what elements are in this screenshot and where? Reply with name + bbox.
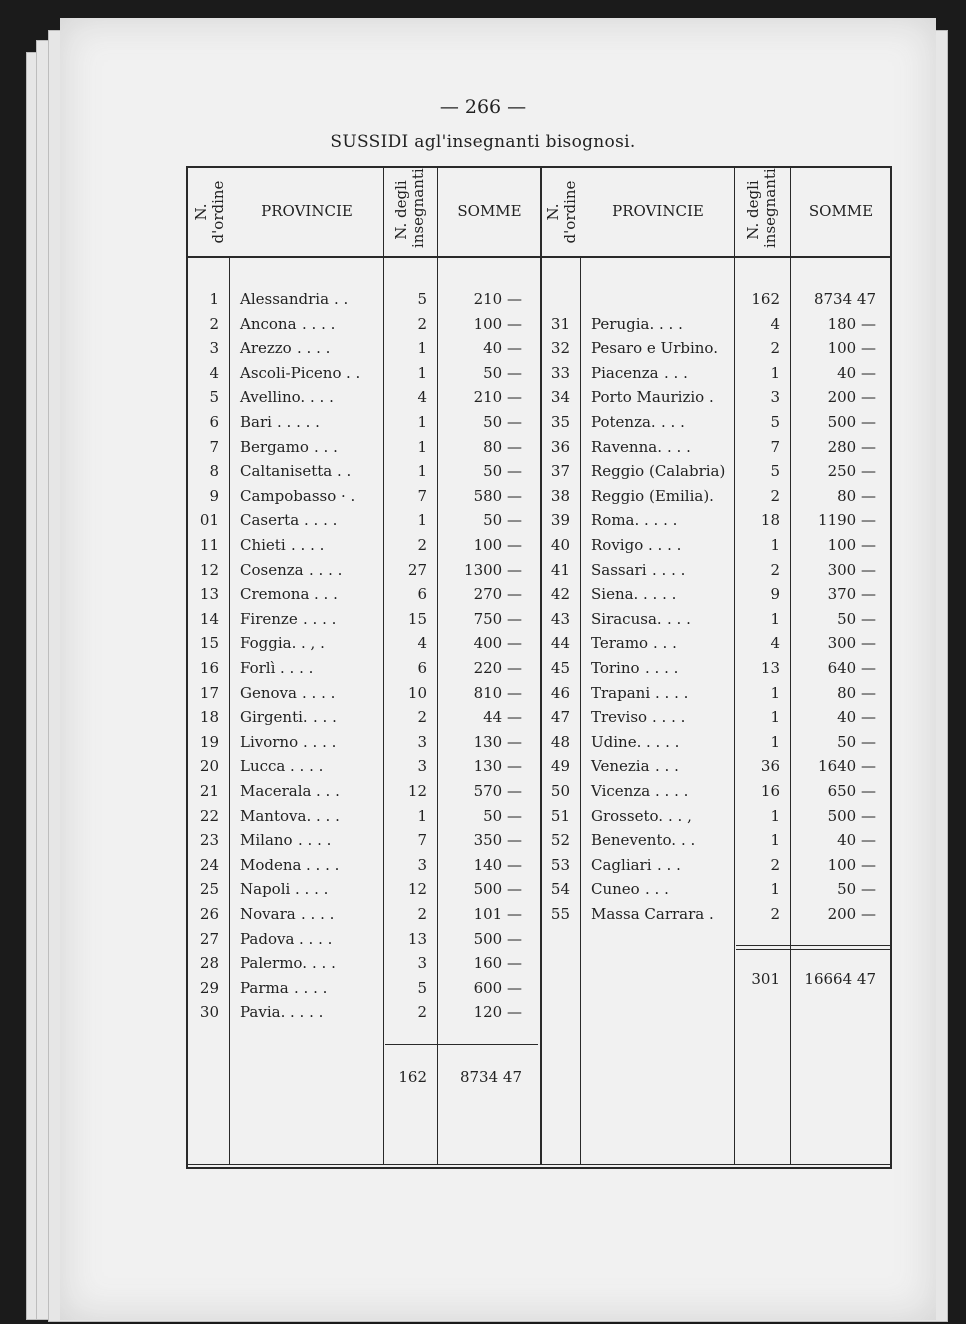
row-leader-dots: . . . [667,437,691,456]
row-province-name: Cagliari [591,855,652,874]
row-leader-dots: . . . . [303,732,337,751]
row-leader-dots: . . . . [648,536,682,554]
row-province-name: Bari [240,413,272,431]
row-leader-dots: . . . . [295,880,329,899]
row-leader-dots: . . . . [280,659,314,677]
row-order-number: 28 [199,954,219,973]
row-province-name: Rovigo [591,536,644,554]
row-order-number: 1 [209,290,219,308]
row-amount: 50 — [483,511,522,530]
row-amount: 100 — [827,855,876,874]
row-leader-dots: . . . . [655,683,689,702]
row-teacher-count: 5 [417,290,427,308]
row-order-number: 16 [199,659,219,677]
row-teacher-count: 1 [417,363,427,382]
row-amount: 750 — [473,609,522,628]
row-teacher-count: 4 [770,314,780,333]
row-order-number: 50 [550,782,570,800]
column-rule [790,168,791,1164]
row-order-number: 41 [550,560,570,579]
row-amount: 120 — [473,1003,522,1022]
row-province-name: Novara [240,905,296,923]
row-province-name: Vicenza [591,782,651,800]
row-amount: 80 — [837,486,876,505]
teachers-header: N. degli insegnanti [392,168,427,248]
row-province-name: Macerala [240,782,312,800]
row-order-number: 19 [199,732,219,751]
row-order-number: 52 [550,831,570,850]
column-rule [437,168,438,1164]
carried-teachers: 162 [751,290,780,308]
row-order-number: 43 [550,609,570,628]
row-teacher-count: 5 [770,462,780,481]
row-amount: 200 — [827,388,876,407]
row-teacher-count: 2 [770,486,780,505]
row-province-name: Forlì [240,659,276,677]
row-teacher-count: 15 [407,609,427,628]
row-province-name: Foggia. [240,634,297,653]
row-amount: 640 — [827,659,876,677]
row-amount: 100 — [473,536,522,554]
row-leader-dots: . . . [316,806,340,825]
row-province-name: Cuneo [591,880,640,899]
row-teacher-count: 1 [417,806,427,825]
row-province-name: Sassari [591,560,647,579]
row-order-number: 24 [199,855,219,874]
row-order-number: 37 [550,462,570,481]
row-order-number: 26 [199,905,219,923]
row-leader-dots: . . . [312,954,336,973]
row-province-name: Porto Maurizio [591,388,705,407]
row-teacher-count: 1 [417,413,427,431]
row-leader-dots: . . . . [294,978,328,997]
right-total-amount: 16664 47 [804,970,876,988]
row-order-number: 42 [550,585,570,604]
row-teacher-count: 1 [417,462,427,481]
row-order-number: 31 [550,314,570,333]
row-amount: 50 — [483,413,522,431]
amount-header: SOMME [457,202,522,220]
row-order-number: 21 [199,782,219,800]
row-province-name: Girgenti. [240,708,308,727]
row-leader-dots: . . . . [302,314,336,333]
row-teacher-count: 1 [770,806,780,825]
row-teacher-count: 1 [417,511,427,530]
row-order-number: 13 [199,585,219,604]
page-title: SUSSIDI agl'insegnanti bisognosi. [330,132,636,152]
row-amount: 100 — [827,339,876,358]
row-province-name: Mantova. [240,806,312,825]
row-province-name: Reggio (Calabria) [591,462,726,481]
row-amount: 80 — [837,683,876,702]
row-leader-dots: . . . . [646,732,680,751]
row-teacher-count: 2 [417,1003,427,1022]
row-teacher-count: 1 [770,363,780,382]
row-teacher-count: 18 [760,511,780,530]
row-province-name: Perugia. [591,314,655,333]
row-leader-dots: . . . . [302,683,336,702]
row-province-name: Avellino. [240,388,306,407]
row-teacher-count: 3 [417,732,427,751]
row-teacher-count: 27 [407,560,427,579]
row-order-number: 48 [550,732,570,751]
row-teacher-count: 12 [407,880,427,899]
row-province-name: Potenza. [591,413,656,431]
row-province-name: Chieti [240,536,286,554]
row-teacher-count: 7 [417,486,427,505]
row-leader-dots: . , . [301,634,325,653]
row-order-number: 18 [199,708,219,727]
row-order-number: 36 [550,437,570,456]
row-order-number: 29 [199,978,219,997]
row-teacher-count: 1 [770,708,780,727]
row-province-name: Livorno [240,732,299,751]
row-order-number: 4 [209,363,219,382]
column-rule [734,168,735,1164]
total-rule [385,1044,538,1045]
row-order-number: 2 [209,314,219,333]
row-amount: 50 — [837,732,876,751]
row-leader-dots: . [709,388,714,407]
row-order-number: 23 [199,831,219,850]
order-header: N. d'ordine [544,180,579,244]
row-leader-dots: . . . . [652,708,686,727]
row-leader-dots: . . [681,831,696,850]
row-province-name: Siena. [591,585,639,604]
row-teacher-count: 2 [417,708,427,727]
row-leader-dots: . . . [657,855,681,874]
row-teacher-count: 1 [770,880,780,899]
column-rule [229,258,230,1164]
row-teacher-count: 4 [770,634,780,653]
row-amount: 270 — [473,585,522,604]
row-leader-dots: . . . . [306,855,340,874]
row-province-name: Modena [240,855,302,874]
row-order-number: 11 [199,536,219,554]
row-teacher-count: 9 [770,585,780,604]
row-province-name: Pesaro e Urbino. [591,339,718,358]
teachers-header: N. degli insegnanti [744,168,779,248]
row-order-number: 14 [199,609,219,628]
row-province-name: Massa Carrara [591,905,705,923]
row-province-name: Cosenza [240,560,304,579]
row-amount: 500 — [473,880,522,899]
carried-amount: 8734 47 [813,290,876,308]
row-teacher-count: 7 [770,437,780,456]
province-header: PROVINCIE [261,202,353,220]
row-amount: 280 — [827,437,876,456]
row-leader-dots: . . . . [643,585,677,604]
row-province-name: Genova [240,683,297,702]
row-amount: 210 — [473,388,522,407]
row-leader-dots: . . . . [290,1003,324,1022]
column-rule [580,258,581,1164]
row-teacher-count: 13 [760,659,780,677]
row-order-number: 3 [209,339,219,358]
row-leader-dots: . . . [314,585,338,604]
table-bottom-rule [186,1164,892,1165]
row-order-number: 12 [199,560,219,579]
row-teacher-count: 1 [417,339,427,358]
row-order-number: 51 [550,806,570,825]
row-order-number: 34 [550,388,570,407]
row-leader-dots: . . . [655,757,679,776]
row-province-name: Caltanisetta [240,462,333,481]
row-leader-dots: . . . . [301,905,335,923]
left-total-teachers: 162 [398,1068,427,1086]
row-teacher-count: 3 [417,855,427,874]
amount-header: SOMME [808,202,874,220]
row-order-number: 38 [550,486,570,505]
row-amount: 50 — [483,462,522,481]
row-province-name: Piacenza [591,363,659,382]
row-leader-dots: . . . . . [277,413,320,431]
row-province-name: Ravenna. [591,437,662,456]
row-teacher-count: 1 [770,609,780,628]
row-leader-dots: . . . . [303,609,337,628]
row-order-number: 20 [199,757,219,776]
page-number: — 266 — [439,96,527,118]
row-leader-dots: . . . [667,609,691,628]
row-amount: 180 — [827,314,876,333]
row-amount: 140 — [473,855,522,874]
row-order-number: 25 [199,880,219,899]
row-order-number: 27 [199,929,219,948]
row-teacher-count: 2 [417,905,427,923]
row-amount: 200 — [827,905,876,923]
row-amount: 101 — [473,905,522,923]
row-province-name: Caserta [240,511,300,530]
row-province-name: Torino [591,659,640,677]
row-amount: 650 — [827,782,876,800]
row-amount: 40 — [837,708,876,727]
row-amount: 350 — [473,831,522,850]
row-province-name: Arezzo [240,339,292,358]
row-leader-dots: . . . . [297,339,331,358]
row-teacher-count: 1 [770,732,780,751]
row-amount: 130 — [473,757,522,776]
row-amount: 160 — [473,954,522,973]
row-amount: 810 — [473,683,522,702]
row-teacher-count: 1 [770,536,780,554]
row-teacher-count: 5 [417,978,427,997]
row-province-name: Padova [240,929,295,948]
row-order-number: 55 [550,905,570,923]
row-province-name: Teramo [591,634,649,653]
row-amount: 210 — [473,290,522,308]
row-order-number: 35 [550,413,570,431]
row-amount: 1190 — [818,511,876,530]
row-amount: 50 — [483,806,522,825]
row-province-name: Udine. [591,732,642,751]
row-order-number: 54 [550,880,570,899]
row-province-name: Firenze [240,609,298,628]
row-leader-dots: . . . . [291,536,325,554]
row-teacher-count: 10 [407,683,427,702]
row-order-number: 32 [550,339,570,358]
row-province-name: Lucca [240,757,286,776]
row-order-number: 40 [550,536,570,554]
row-province-name: Treviso [591,708,648,727]
row-teacher-count: 2 [770,855,780,874]
row-amount: 50 — [837,609,876,628]
row-order-number: 7 [209,437,219,456]
row-amount: 44 — [483,708,522,727]
total-rule [736,945,890,946]
row-teacher-count: 7 [417,831,427,850]
row-amount: 220 — [473,659,522,677]
row-teacher-count: 36 [760,757,780,776]
row-leader-dots: . . . [659,314,683,333]
row-teacher-count: 2 [770,339,780,358]
row-province-name: Trapani [591,683,651,702]
row-province-name: Siracusa. [591,609,662,628]
row-leader-dots: . . . . [645,659,679,677]
row-teacher-count: 1 [417,437,427,456]
row-amount: 40 — [837,831,876,850]
row-province-name: Ascoli-Piceno [240,363,342,382]
row-amount: 1640 — [818,757,876,776]
row-amount: 40 — [483,339,522,358]
row-amount: 500 — [473,929,522,948]
row-amount: 250 — [827,462,876,481]
row-teacher-count: 2 [770,905,780,923]
row-amount: 100 — [827,536,876,554]
row-teacher-count: 2 [417,314,427,333]
row-amount: 80 — [483,437,522,456]
row-teacher-count: 6 [417,659,427,677]
row-order-number: 17 [199,683,219,702]
row-province-name: Cremona [240,585,310,604]
row-province-name: Venezia [591,757,650,776]
row-amount: 50 — [483,363,522,382]
row-leader-dots: . . . [316,782,340,800]
row-amount: 130 — [473,732,522,751]
row-amount: 600 — [473,978,522,997]
row-order-number: 15 [199,634,219,653]
row-leader-dots: . . . [645,880,669,899]
row-teacher-count: 3 [770,388,780,407]
row-order-number: 46 [550,683,570,702]
row-order-number: 53 [550,855,570,874]
row-leader-dots: . [709,905,714,923]
row-leader-dots: . . . [653,634,677,653]
row-leader-dots: . . [346,363,361,382]
row-order-number: 45 [550,659,570,677]
row-leader-dots: . . . . [644,511,678,530]
row-province-name: Grosseto. [591,806,664,825]
header-rule [188,256,890,258]
row-order-number: 22 [199,806,219,825]
row-amount: 300 — [827,634,876,653]
row-teacher-count: 13 [407,929,427,948]
row-leader-dots: . . . [664,363,688,382]
row-order-number: 44 [550,634,570,653]
row-province-name: Parma [240,978,289,997]
right-total-teachers: 301 [751,970,780,988]
row-order-number: 8 [209,462,219,481]
row-province-name: Pavia. [240,1003,286,1022]
row-province-name: Bergamo [240,437,309,456]
row-teacher-count: 2 [770,560,780,579]
row-order-number: 5 [209,388,219,407]
row-province-name: Reggio (Emilia). [591,486,714,505]
row-leader-dots: . . [337,462,352,481]
row-amount: 40 — [837,363,876,382]
row-province-name: Roma. [591,511,640,530]
row-amount: 500 — [827,413,876,431]
order-header: N. d'ordine [192,180,227,244]
row-province-name: Campobasso [240,486,337,505]
row-leader-dots: . . [334,290,349,308]
province-header: PROVINCIE [612,202,704,220]
row-order-number: 6 [209,413,219,431]
row-leader-dots: . . . . [652,560,686,579]
row-province-name: Milano [240,831,293,850]
left-total-amount: 8734 47 [459,1068,522,1086]
row-order-number: 49 [550,757,570,776]
row-leader-dots: . . , [668,806,692,825]
row-leader-dots: . . . . [655,782,689,800]
row-leader-dots: . . . [661,413,685,431]
row-amount: 580 — [473,486,522,505]
row-teacher-count: 16 [760,782,780,800]
row-teacher-count: 12 [407,782,427,800]
row-amount: 1300 — [464,560,522,579]
row-leader-dots: . . . [314,437,338,456]
row-teacher-count: 1 [770,831,780,850]
row-leader-dots: · . [341,486,356,505]
row-leader-dots: . . . . [298,831,332,850]
row-teacher-count: 6 [417,585,427,604]
row-leader-dots: . . . [310,388,334,407]
row-province-name: Napoli [240,880,291,899]
column-rule [383,168,384,1164]
row-amount: 500 — [827,806,876,825]
row-amount: 50 — [837,880,876,899]
row-teacher-count: 3 [417,954,427,973]
row-teacher-count: 4 [417,634,427,653]
row-leader-dots: . . . . [304,511,338,530]
row-teacher-count: 4 [417,388,427,407]
row-province-name: Alessandria [240,290,330,308]
row-leader-dots: . . . . [299,929,333,948]
row-amount: 100 — [473,314,522,333]
row-order-number: 01 [199,511,219,530]
row-teacher-count: 3 [417,757,427,776]
row-amount: 370 — [827,585,876,604]
row-amount: 570 — [473,782,522,800]
row-order-number: 47 [550,708,570,727]
row-province-name: Benevento. [591,831,677,850]
row-order-number: 9 [209,486,219,505]
row-teacher-count: 1 [770,683,780,702]
row-leader-dots: . . . . [309,560,343,579]
row-order-number: 30 [199,1003,219,1022]
total-rule [736,949,890,950]
row-province-name: Palermo. [240,954,307,973]
row-leader-dots: . . . . [290,757,324,776]
row-leader-dots: . . . [313,708,337,727]
row-amount: 400 — [473,634,522,653]
row-province-name: Ancona [240,314,297,333]
row-teacher-count: 5 [770,413,780,431]
row-order-number: 39 [550,511,570,530]
row-order-number: 33 [550,363,570,382]
row-teacher-count: 2 [417,536,427,554]
row-amount: 300 — [827,560,876,579]
